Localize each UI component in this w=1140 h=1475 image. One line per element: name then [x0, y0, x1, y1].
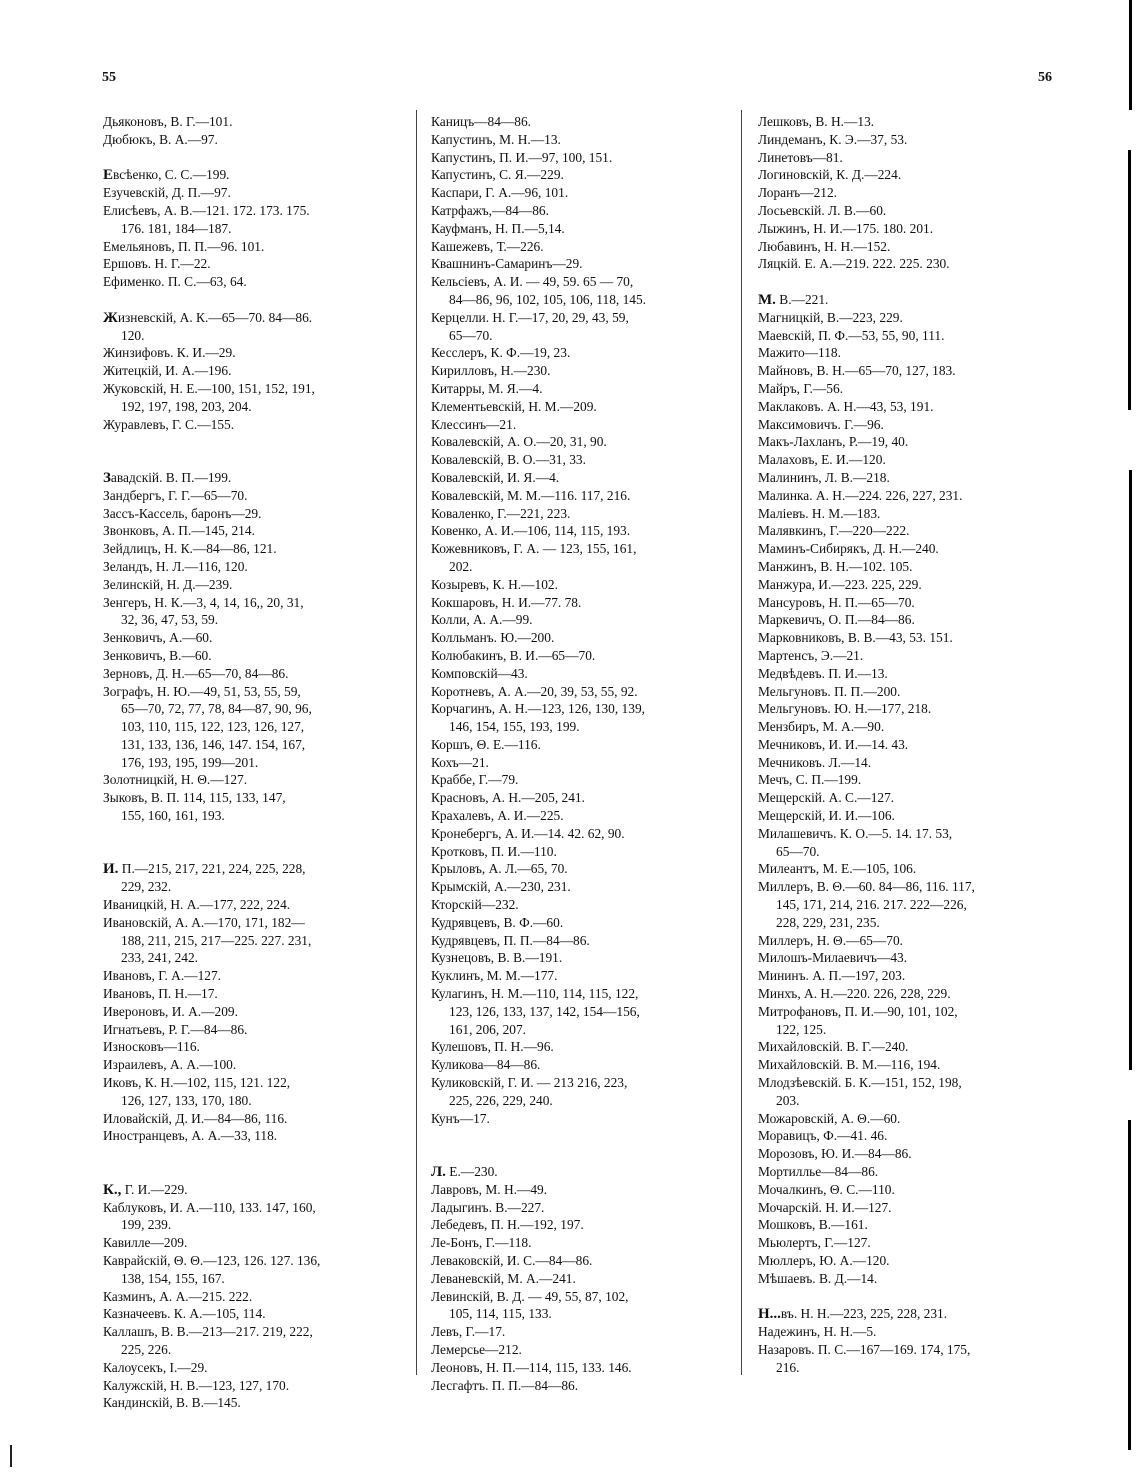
index-entry: Куликова—84—86. — [431, 1057, 541, 1073]
index-entry: Мьюлертъ, Г.—127. — [758, 1235, 871, 1251]
section-gap — [103, 825, 403, 843]
index-entry-continuation: 203. — [776, 1092, 800, 1108]
index-entry: Куклинъ, М. М.—177. — [431, 968, 558, 984]
index-entry-continuation: 145, 171, 214, 216. 217. 222—226, — [776, 897, 967, 913]
index-entry: Ковалевскій, М. М.—116. 117, 216. — [431, 487, 631, 503]
index-entry: Зенгеръ, Н. К.—3, 4, 14, 16,, 20, 31, — [103, 594, 304, 610]
index-entry: Зенковичъ, А.—60. — [103, 630, 213, 646]
index-entry: Леоновъ, Н. П.—114, 115, 133. 146. — [431, 1359, 632, 1375]
index-entry-continuation: 155, 160, 161, 193. — [121, 808, 225, 824]
index-entry-continuation: 123, 126, 133, 137, 142, 154—156, — [449, 1003, 640, 1019]
index-entry: Капустинъ, П. И.—97, 100, 151. — [431, 149, 613, 165]
index-entry: Капустинъ, С. Я.—229. — [431, 167, 564, 183]
index-entry: Мензбиръ, М. А.—90. — [758, 719, 885, 735]
index-entry: Малинка. А. Н.—224. 226, 227, 231. — [758, 487, 963, 503]
index-entry: Медвѣдевъ. П. И.—13. — [758, 665, 888, 681]
index-entry: Ефименко. П. С.—63, 64. — [103, 274, 247, 290]
index-entry: Ковалевскій, В. О.—31, 33. — [431, 452, 586, 468]
index-entry: Левъ, Г.—17. — [431, 1324, 506, 1340]
index-entry: Дьяконовъ, В. Г.—101. — [103, 114, 233, 129]
index-entry: Кавилле—209. — [103, 1235, 188, 1251]
index-entry: Зыковъ, В. П. 114, 115, 133, 147, — [103, 790, 286, 806]
index-entry: Кашежевъ, Т.—226. — [431, 238, 544, 254]
index-entry: Житецкій, И. А.—196. — [103, 363, 232, 379]
index-entry-continuation: 131, 133, 136, 146, 147. 154, 167, — [121, 736, 306, 752]
index-column-3 — [758, 113, 1058, 1377]
index-entry-continuation: 105, 114, 115, 133. — [449, 1306, 552, 1322]
column-divider — [741, 110, 742, 1375]
index-entry: Ивероновъ, И. А.—209. — [103, 1003, 238, 1019]
index-entry-continuation: 161, 206, 207. — [449, 1021, 526, 1037]
index-entry: Миллеръ, Н. Θ.—65—70. — [758, 932, 903, 948]
index-entry: Каспари, Г. А.—96, 101. — [431, 185, 569, 201]
index-entry-continuation: 202. — [449, 558, 473, 574]
index-entry: Лебедевъ, П. Н.—192, 197. — [431, 1217, 584, 1233]
index-entry: Любавинъ, Н. Н.—152. — [758, 238, 891, 254]
section-initial-entry: Л. Е.—230. — [431, 1164, 498, 1181]
index-entry: Ляцкій. Е. А.—219. 222. 225. 230. — [758, 256, 950, 272]
index-entry: Ле-Бонъ, Г.—118. — [431, 1235, 532, 1251]
index-entry: Минхъ, А. Н.—220. 226, 228, 229. — [758, 986, 951, 1002]
index-entry: Износковъ—116. — [103, 1039, 200, 1055]
section-gap — [103, 1163, 403, 1181]
index-entry: Ивановъ, Г. А.—127. — [103, 968, 221, 984]
index-entry: Манжинъ, В. Н.—102. 105. — [758, 558, 913, 574]
index-entry: Мошковъ, В.—161. — [758, 1217, 868, 1233]
index-entry: Клементьевскій, Н. М.—209. — [431, 398, 597, 414]
index-entry: Ивановскій, А. А.—170, 171, 182— — [103, 914, 305, 930]
index-entry: Кирилловъ, Н.—230. — [431, 363, 551, 379]
index-entry: Маркевичъ, О. П.—84—86. — [758, 612, 915, 628]
index-entry-continuation: 229, 232. — [121, 879, 172, 895]
index-entry: Квашнинъ-Самаринъ—29. — [431, 256, 583, 272]
index-entry: Звонковъ, А. П.—145, 214. — [103, 523, 255, 539]
section-gap — [103, 843, 403, 861]
index-entry: Ладыгинъ. В.—227. — [431, 1199, 545, 1215]
index-entry: Маліевъ. Н. М.—183. — [758, 505, 881, 521]
section-initial-entry: И. П.—215, 217, 221, 224, 225, 228, — [103, 861, 306, 878]
index-entry: Милашевичъ. К. О.—5. 14. 17. 53, — [758, 825, 953, 841]
index-entry: Калоусекъ, I.—29. — [103, 1359, 208, 1375]
index-entry: Золотницкій, Н. Θ.—127. — [103, 772, 248, 788]
index-entry: Елисѣевъ, А. В.—121. 172. 173. 175. — [103, 202, 310, 218]
index-entry: Емельяновъ, П. П.—96. 101. — [103, 238, 265, 254]
index-entry: Митрофановъ, П. И.—90, 101, 102, — [758, 1003, 958, 1019]
index-entry: Кунъ—17. — [431, 1110, 490, 1126]
index-entry: Ковалевскій, И. Я.—4. — [431, 469, 560, 485]
index-entry: Крыловъ, А. Л.—65, 70. — [431, 861, 568, 877]
index-entry: Кандинскій, В. В.—145. — [103, 1395, 241, 1411]
index-entry: Ковалевскій, А. О.—20, 31, 90. — [431, 434, 607, 450]
index-entry: Лемерсье—212. — [431, 1341, 522, 1357]
index-entry-continuation: 32, 36, 47, 53, 59. — [121, 612, 219, 628]
index-entry: Журавлевъ, Г. С.—155. — [103, 416, 235, 432]
index-entry: Краббе, Г.—79. — [431, 772, 519, 788]
index-entry-continuation: 65—70. — [449, 327, 493, 343]
index-entry: Мининъ. А. П.—197, 203. — [758, 968, 906, 984]
column-divider — [416, 110, 417, 1375]
index-entry: Кауфманъ, Н. П.—5,14. — [431, 220, 565, 236]
index-column-2 — [431, 113, 731, 1394]
index-entry: Кронебергъ, А. И.—14. 42. 62, 90. — [431, 825, 625, 841]
index-entry: Куликовскій, Г. И. — 213 216, 223, — [431, 1075, 628, 1091]
index-entry: Комповскій—43. — [431, 665, 528, 681]
index-entry: Мечниковъ, И. И.—14. 43. — [758, 736, 909, 752]
index-entry-continuation: 233, 241, 242. — [121, 950, 198, 966]
section-initial-entry: К., Г. И.—229. — [103, 1181, 188, 1198]
index-entry: Миллеръ, В. Θ.—60. 84—86, 116. 117, — [758, 879, 975, 895]
index-entry: Казминъ, А. А.—215. 222. — [103, 1288, 253, 1304]
section-gap — [103, 451, 403, 469]
index-entry-continuation: 126, 127, 133, 170, 180. — [121, 1092, 252, 1108]
index-entry: Лосьевскій. Л. В.—60. — [758, 202, 887, 218]
index-entry: Малявкинъ, Г.—220—222. — [758, 523, 910, 539]
index-entry: Зерновъ, Д. Н.—65—70, 84—86. — [103, 665, 289, 681]
section-gap — [103, 291, 403, 309]
index-entry: Мажито—118. — [758, 345, 841, 361]
index-entry-continuation: 65—70. — [776, 843, 820, 859]
index-entry: Млодзѣевскій. Б. К.—151, 152, 198, — [758, 1075, 962, 1091]
index-entry: Калужскій, Н. В.—123, 127, 170. — [103, 1377, 290, 1393]
index-entry: Максимовичъ. Г.—96. — [758, 416, 884, 432]
index-entry: Мещерскій, И. И.—106. — [758, 808, 895, 824]
index-entry: Назаровъ. П. С.—167—169. 174, 175, — [758, 1341, 971, 1357]
index-entry-continuation: 138, 154, 155, 167. — [121, 1270, 225, 1286]
index-entry: Логиновскій, К. Д.—224. — [758, 167, 902, 183]
index-entry: Зографъ, Н. Ю.—49, 51, 53, 55, 59, — [103, 683, 301, 699]
index-entry: Игнатьевъ, Р. Г.—84—86. — [103, 1021, 248, 1037]
section-gap — [103, 1145, 403, 1163]
index-entry: Маминъ-Сибирякъ, Д. Н.—240. — [758, 541, 939, 557]
index-entry: Мочалкинъ, Θ. С.—110. — [758, 1181, 895, 1197]
index-entry-continuation: 228, 229, 231, 235. — [776, 914, 880, 930]
page-number-left: 55 — [102, 70, 116, 85]
index-entry: Кудрявцевъ, П. П.—84—86. — [431, 932, 590, 948]
index-entry: Левинскій, В. Д. — 49, 55, 87, 102, — [431, 1288, 629, 1304]
index-entry: Каницъ—84—86. — [431, 114, 532, 129]
index-entry: Крахалевъ, А. И.—225. — [431, 808, 564, 824]
index-entry-continuation: 216. — [776, 1359, 800, 1375]
index-entry: Красновъ, А. Н.—205, 241. — [431, 790, 585, 806]
index-entry: Малаховъ, Е. И.—120. — [758, 452, 886, 468]
index-entry: Кулагинъ, Н. М.—110, 114, 115, 122, — [431, 986, 639, 1002]
index-entry: Кузнецовъ, В. В.—191. — [431, 950, 563, 966]
index-entry: Магницкій, В.—223, 229. — [758, 309, 903, 325]
index-entry: Кудрявцевъ, В. Ф.—60. — [431, 914, 564, 930]
index-entry: Кторскій—232. — [431, 897, 519, 913]
index-entry: Мечниковъ. Л.—14. — [758, 754, 872, 770]
index-entry: Кокшаровъ, Н. И.—77. 78. — [431, 594, 582, 610]
index-entry: Маклаковъ. А. Н.—43, 53, 191. — [758, 398, 934, 414]
index-entry: Китарры, М. Я.—4. — [431, 380, 543, 396]
index-entry-continuation: 192, 197, 198, 203, 204. — [121, 398, 252, 414]
index-entry: Зейдлицъ, Н. К.—84—86, 121. — [103, 541, 277, 557]
index-entry: Линдеманъ, К. Э.—37, 53. — [758, 131, 908, 147]
index-entry: Марковниковъ, В. В.—43, 53. 151. — [758, 630, 953, 646]
index-entry: Ковенко, А. И.—106, 114, 115, 193. — [431, 523, 631, 539]
index-entry: Колльманъ. Ю.—200. — [431, 630, 555, 646]
index-entry-continuation: 188, 211, 215, 217—225. 227. 231, — [121, 932, 312, 948]
index-entry-continuation: 199, 239. — [121, 1217, 172, 1233]
index-entry-continuation: 65—70, 72, 77, 78, 84—87, 90, 96, — [121, 701, 312, 717]
index-entry: Мещерскій. А. С.—127. — [758, 790, 895, 806]
section-gap — [431, 1145, 731, 1163]
scan-edge — [1129, 0, 1132, 1475]
section-gap — [758, 1288, 1058, 1306]
index-entry: Малининъ, Л. В.—218. — [758, 469, 890, 485]
index-entry: Иваницкій, Н. А.—177, 222, 224. — [103, 897, 291, 913]
index-entry: Мельгуновъ. П. П.—200. — [758, 683, 901, 699]
index-entry: Мельгуновъ. Ю. Н.—177, 218. — [758, 701, 932, 717]
index-entry-continuation: 122, 125. — [776, 1021, 827, 1037]
index-entry: Зассъ-Кассель, баронъ—29. — [103, 505, 262, 521]
index-entry: Майръ, Г.—56. — [758, 380, 844, 396]
index-entry: Иловайскій, Д. И.—84—86, 116. — [103, 1110, 288, 1126]
index-column-1 — [103, 113, 403, 1412]
index-entry-continuation: 225, 226, 229, 240. — [449, 1092, 553, 1108]
scan-mark — [10, 1445, 12, 1467]
index-entry: Корчагинъ, А. Н.—123, 126, 130, 139, — [431, 701, 645, 717]
index-entry: Морозовъ, Ю. И.—84—86. — [758, 1146, 912, 1162]
index-entry: Езучевскій, Д. П.—97. — [103, 185, 231, 201]
section-gap — [103, 149, 403, 167]
index-entry: Жинзифовъ. К. И.—29. — [103, 345, 236, 361]
index-entry-continuation: 146, 154, 155, 193, 199. — [449, 719, 580, 735]
index-entry: Моравицъ, Ф.—41. 46. — [758, 1128, 888, 1144]
index-entry: Ивановъ, П. Н.—17. — [103, 986, 218, 1002]
index-entry: Мортиллье—84—86. — [758, 1164, 879, 1180]
index-entry: Кулешовъ, П. Н.—96. — [431, 1039, 554, 1055]
index-entry: Зелинскій, Н. Д.—239. — [103, 576, 233, 592]
index-entry: Керцелли. Н. Г.—17, 20, 29, 43, 59, — [431, 309, 629, 325]
index-entry: Мансуровъ, Н. П.—65—70. — [758, 594, 915, 610]
index-entry-continuation: 225, 226. — [121, 1341, 172, 1357]
index-entry: Можаровскій, А. Θ.—60. — [758, 1110, 901, 1126]
index-entry: Каблуковъ, И. А.—110, 133. 147, 160, — [103, 1199, 316, 1215]
section-gap — [758, 273, 1058, 291]
index-entry: Лешковъ, В. Н.—13. — [758, 114, 875, 129]
index-entry: Козыревъ, К. Н.—102. — [431, 576, 558, 592]
index-entry: Коротневъ, А. А.—20, 39, 53, 55, 92. — [431, 683, 638, 699]
index-entry-continuation: 84—86, 96, 102, 105, 106, 118, 145. — [449, 291, 647, 307]
index-entry: Кесслеръ, К. Ф.—19, 23. — [431, 345, 571, 361]
index-entry: Майновъ, В. Н.—65—70, 127, 183. — [758, 363, 956, 379]
index-entry: Милеантъ, М. Е.—105, 106. — [758, 861, 917, 877]
index-entry: Каврайскій, Θ. Θ.—123, 126. 127. 136, — [103, 1253, 321, 1268]
index-entry: Михайловскій. В. М.—116, 194. — [758, 1057, 941, 1073]
index-entry: Иковъ, К. Н.—102, 115, 121. 122, — [103, 1075, 291, 1091]
index-entry: Катрфажъ,—84—86. — [431, 202, 549, 218]
index-entry: Линетовъ—81. — [758, 149, 843, 165]
index-entry: Мѣшаевъ. В. Д.—14. — [758, 1270, 878, 1286]
index-entry: Мочарскій. Н. И.—127. — [758, 1199, 892, 1215]
index-entry: Казначеевъ. К. А.—105, 114. — [103, 1306, 266, 1322]
index-entry: Кожевниковъ, Г. А. — 123, 155, 161, — [431, 541, 637, 557]
index-entry: Кротковъ, П. И.—110. — [431, 843, 557, 859]
index-entry: Кельсіевъ, А. И. — 49, 59. 65 — 70, — [431, 274, 634, 290]
index-entry: Каллашъ, В. В.—213—217. 219, 222, — [103, 1324, 313, 1340]
index-entry-continuation: 103, 110, 115, 122, 123, 126, 127, — [121, 719, 305, 735]
index-entry: Колюбакинъ, В. И.—65—70. — [431, 647, 596, 663]
index-entry: Лавровъ, М. Н.—49. — [431, 1181, 548, 1197]
index-entry: Капустинъ, М. Н.—13. — [431, 131, 561, 147]
index-entry: Лесгафтъ. П. П.—84—86. — [431, 1377, 579, 1393]
index-entry-continuation: 120. — [121, 327, 145, 343]
index-entry: Зандбергъ, Г. Г.—65—70. — [103, 487, 248, 503]
index-entry: Израилевъ, А. А.—100. — [103, 1057, 237, 1073]
section-initial-entry: М. В.—221. — [758, 291, 829, 308]
index-entry: Крымскій, А.—230, 231. — [431, 879, 571, 895]
index-entry: Коршъ, Θ. Е.—116. — [431, 736, 541, 752]
section-initial-entry: Жизневскій, А. К.—65—70. 84—86. — [103, 309, 313, 326]
index-entry: Коваленко, Г.—221, 223. — [431, 505, 571, 521]
index-entry: Мартенсъ, Э.—21. — [758, 647, 864, 663]
index-entry: Кохъ—21. — [431, 754, 489, 770]
index-entry: Маевскій, П. Ф.—53, 55, 90, 111. — [758, 327, 945, 343]
index-entry: Жуковскій, Н. Е.—100, 151, 152, 191, — [103, 380, 315, 396]
index-entry: Леваковскій, И. С.—84—86. — [431, 1253, 593, 1268]
index-entry: Колли, А. А.—99. — [431, 612, 533, 628]
index-entry: Михайловскій. В. Г.—240. — [758, 1039, 909, 1055]
index-entry: Ершовъ. Н. Г.—22. — [103, 256, 211, 272]
index-entry: Надежинъ, Н. Н.—5. — [758, 1324, 877, 1340]
index-entry: Иностранцевъ, А. А.—33, 118. — [103, 1128, 278, 1144]
index-entry: Мечъ, С. П.—199. — [758, 772, 862, 788]
page-number-right: 56 — [1038, 70, 1052, 85]
index-entry: Лоранъ—212. — [758, 185, 837, 201]
index-entry: Мюллеръ, Ю. А.—120. — [758, 1253, 890, 1268]
index-entry: Манжура, И.—223. 225, 229. — [758, 576, 922, 592]
index-entry-continuation: 176. 181, 184—187. — [121, 220, 232, 236]
index-entry: Макъ-Лахланъ, Р.—19, 40. — [758, 434, 909, 450]
section-initial-entry: Завадскій. В. П.—199. — [103, 469, 232, 486]
index-entry: Клессинъ—21. — [431, 416, 517, 432]
index-entry: Зенковичъ, В.—60. — [103, 647, 212, 663]
section-initial-entry: Н...въ. Н. Н.—223, 225, 228, 231. — [758, 1306, 948, 1323]
index-entry: Милошъ-Милаевичъ—43. — [758, 950, 908, 966]
index-entry: Зеландъ, Н. Л.—116, 120. — [103, 558, 248, 574]
index-entry: Дюбюкъ, В. А.—97. — [103, 131, 218, 147]
section-gap — [431, 1127, 731, 1145]
section-gap — [103, 433, 403, 451]
index-entry-continuation: 176, 193, 195, 199—201. — [121, 754, 259, 770]
index-entry: Лыжинъ, Н. И.—175. 180. 201. — [758, 220, 934, 236]
index-entry: Леваневскій, М. А.—241. — [431, 1270, 576, 1286]
section-initial-entry: Евсѣенко, С. С.—199. — [103, 167, 230, 184]
